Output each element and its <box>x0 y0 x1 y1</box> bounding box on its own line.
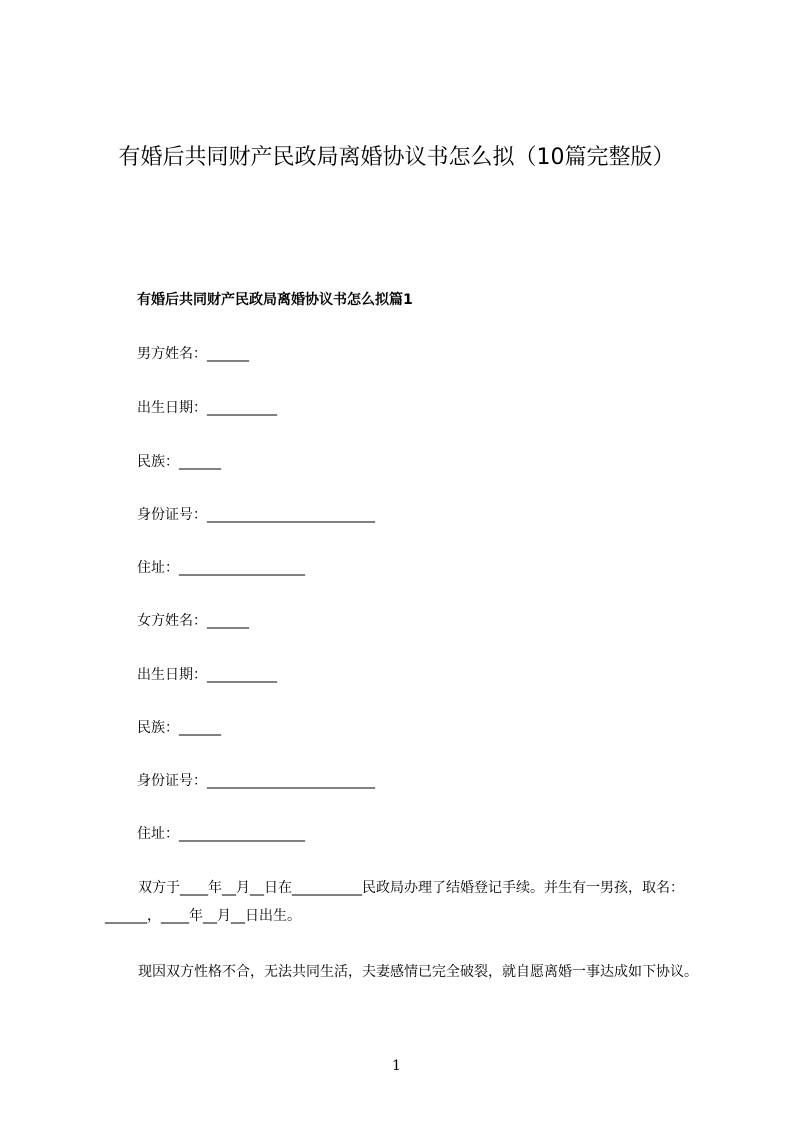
marriage-registration-paragraph: 双方于____年__月__日在__________民政局办理了结婚登记手续。并生有一男孩，取名：______，____年__月__日出生。 <box>105 880 684 924</box>
document-title: 有婚后共同财产民政局离婚协议书怎么拟（10篇完整版） <box>118 145 675 170</box>
male-address-field: 住址：__________________ <box>137 560 305 576</box>
female-id-number-field: 身份证号：________________________ <box>137 773 375 789</box>
divorce-reason-paragraph: 现因双方性格不合，无法共同生活，夫妻感情已完全破裂，就自愿离婚一事达成如下协议。 <box>138 964 698 980</box>
male-ethnicity-field: 民族：______ <box>137 454 221 470</box>
female-name-field: 女方姓名：______ <box>137 613 249 629</box>
male-id-number-field: 身份证号：________________________ <box>137 507 375 523</box>
page-number: 1 <box>392 1058 401 1074</box>
female-ethnicity-field: 民族：______ <box>137 720 221 736</box>
male-name-field: 男方姓名：______ <box>137 346 249 362</box>
female-birth-date-field: 出生日期：__________ <box>137 667 277 683</box>
section-heading: 有婚后共同财产民政局离婚协议书怎么拟篇1 <box>137 292 413 308</box>
female-address-field: 住址：__________________ <box>137 826 305 842</box>
male-birth-date-field: 出生日期：__________ <box>137 400 277 416</box>
